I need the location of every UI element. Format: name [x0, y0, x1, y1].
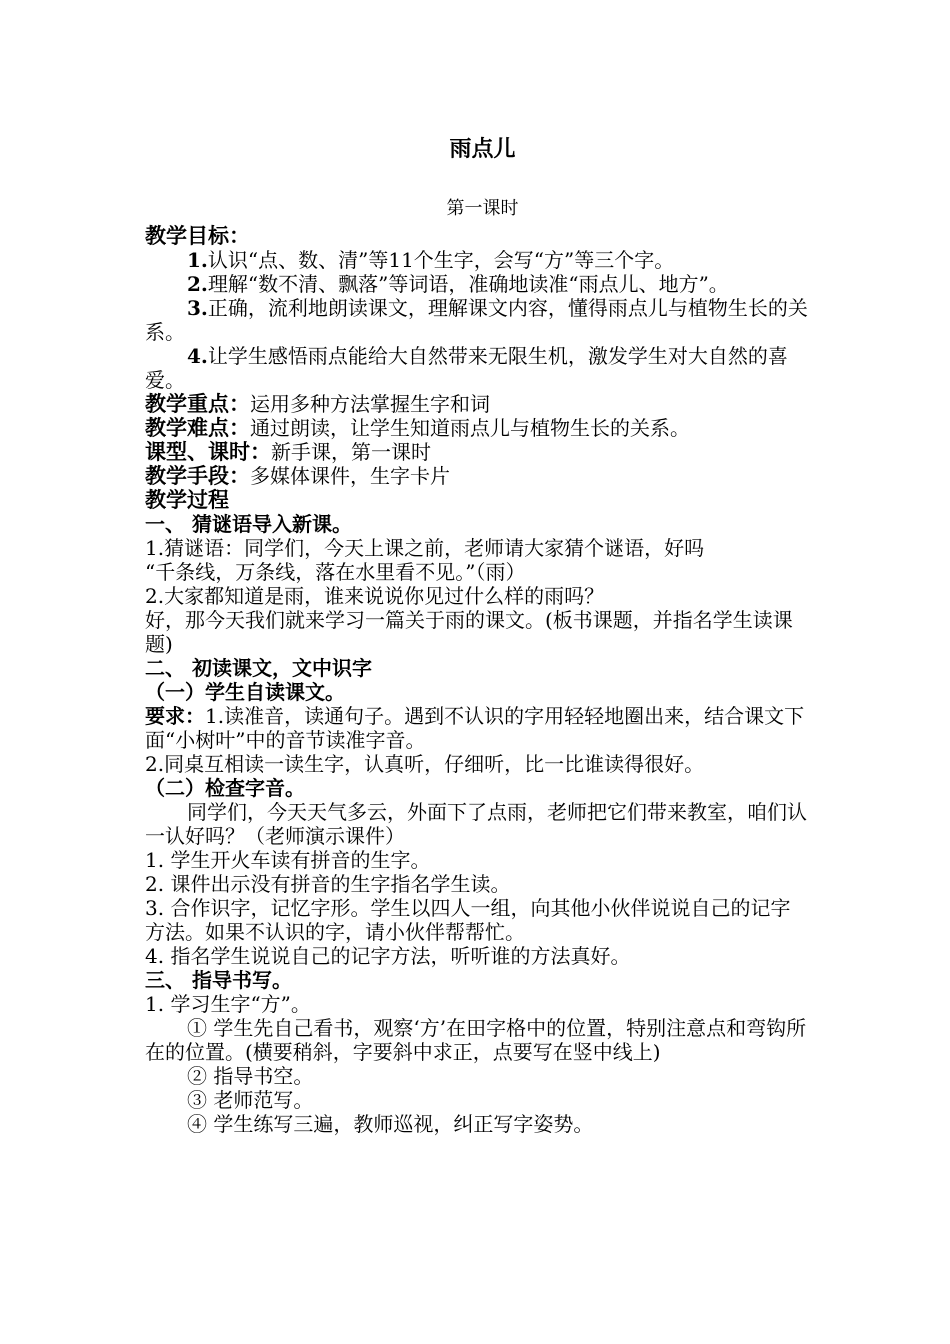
goal-num: 2. — [187, 272, 208, 296]
goal-text: 让学生感悟雨点能给大自然带来无限生机，激发学生对大自然的喜爱。 — [145, 344, 788, 392]
list-item: 4. 指名学生说说自己的记字方法，听听谁的方法真好。 — [145, 944, 631, 968]
focus-line — [145, 392, 810, 416]
focus-label: 教学重点： — [145, 391, 250, 416]
list-item: 1. 学生开火车读有拼音的生字。 — [145, 848, 431, 872]
section-2-intro: 同学们，今天天气多云，外面下了点雨，老师把它们带来教室，咱们认一认好吗？（老师演示课件） — [145, 800, 807, 848]
step-item: ④ 学生练写三遍，教师巡视，纠正写字姿势。 — [187, 1112, 594, 1136]
goal-num: 3. — [187, 296, 208, 320]
means-label: 教学手段： — [145, 463, 250, 488]
section-2-sub1: （一）学生自读课文。 — [145, 680, 345, 704]
requirement-label: 要求： — [145, 704, 205, 728]
section-2-heading: 二、 初读课文，文中识字 — [145, 656, 372, 680]
section-1-p3: 2.大家都知道是雨，谁来说说你见过什么样的雨吗？ — [145, 584, 605, 608]
means-text: 多媒体课件，生字卡片 — [250, 464, 450, 488]
section-1-p2: “千条线，万条线，落在水里看不见。”（雨） — [145, 560, 526, 584]
goal-item-4 — [145, 344, 810, 392]
section-1-p1: 1.猜谜语：同学们，今天上课之前，老师请大家猜个谜语，好吗 — [145, 536, 705, 560]
list-item: 2. 课件出示没有拼音的生字指名学生读。 — [145, 872, 511, 896]
means-line — [145, 464, 810, 488]
doc-subtitle: 第一课时 — [446, 198, 519, 219]
goal-text: 认识“点、数、清”等11个生字，会写“方”等三个字。 — [207, 248, 675, 272]
section-2-sub2: （二）检查字音。 — [145, 776, 305, 800]
lesson-plan-page — [145, 130, 810, 1136]
section-3-heading: 三、 指导书写。 — [145, 968, 292, 992]
goal-item-2 — [145, 272, 810, 296]
section-1-heading: 一、 猜谜语导入新课。 — [145, 512, 352, 536]
section-3-p1: 1. 学习生字“方”。 — [145, 992, 311, 1016]
doc-title: 雨点儿 — [449, 136, 516, 162]
difficulty-text: 通过朗读，让学生知道雨点儿与植物生长的关系。 — [250, 416, 690, 440]
goal-item-1 — [145, 248, 810, 272]
focus-text: 运用多种方法掌握生字和词 — [250, 392, 490, 416]
section-1-p4: 好，那今天我们就来学习一篇关于雨的课文。(板书课题，并指名学生读课题) — [145, 608, 793, 656]
goal-num: 1. — [187, 248, 208, 272]
goal-num: 4. — [187, 344, 208, 368]
type-label: 课型、课时： — [145, 439, 271, 464]
process-heading: 教学过程 — [145, 487, 229, 512]
goal-item-3 — [145, 296, 810, 344]
step-item: ② 指导书空。 — [187, 1064, 314, 1088]
type-line — [145, 440, 810, 464]
list-item: 3. 合作识字，记忆字形。学生以四人一组，向其他小伙伴说说自己的记字方法。如果不认识的字，请小伙伴帮帮忙。 — [145, 896, 791, 944]
goal-text: 正确，流利地朗读课文，理解课文内容，懂得雨点儿与植物生长的关系。 — [145, 296, 808, 344]
difficulty-label: 教学难点： — [145, 415, 250, 440]
requirement-line — [145, 704, 810, 752]
step-item: ③ 老师范写。 — [187, 1088, 314, 1112]
goals-heading: 教学目标： — [145, 223, 250, 248]
requirement-text: 1.读准音，读通句子。遇到不认识的字用轻轻地圈出来，结合课文下面“小树叶”中的音节读准字音。 — [145, 704, 805, 752]
requirement-2: 2.同桌互相读一读生字，认真听，仔细听，比一比谁读得很好。 — [145, 752, 705, 776]
type-text: 新手课，第一课时 — [271, 440, 431, 464]
step-item: ① 学生先自己看书，观察‘方’在田字格中的位置，特别注意点和弯钩所在的位置。(横要稍斜，字要斜中求正，点要写在竖中线上) — [145, 1016, 807, 1064]
difficulty-line — [145, 416, 810, 440]
goal-text: 理解“数不清、飘落”等词语，准确地读准“雨点儿、地方”。 — [207, 272, 729, 296]
